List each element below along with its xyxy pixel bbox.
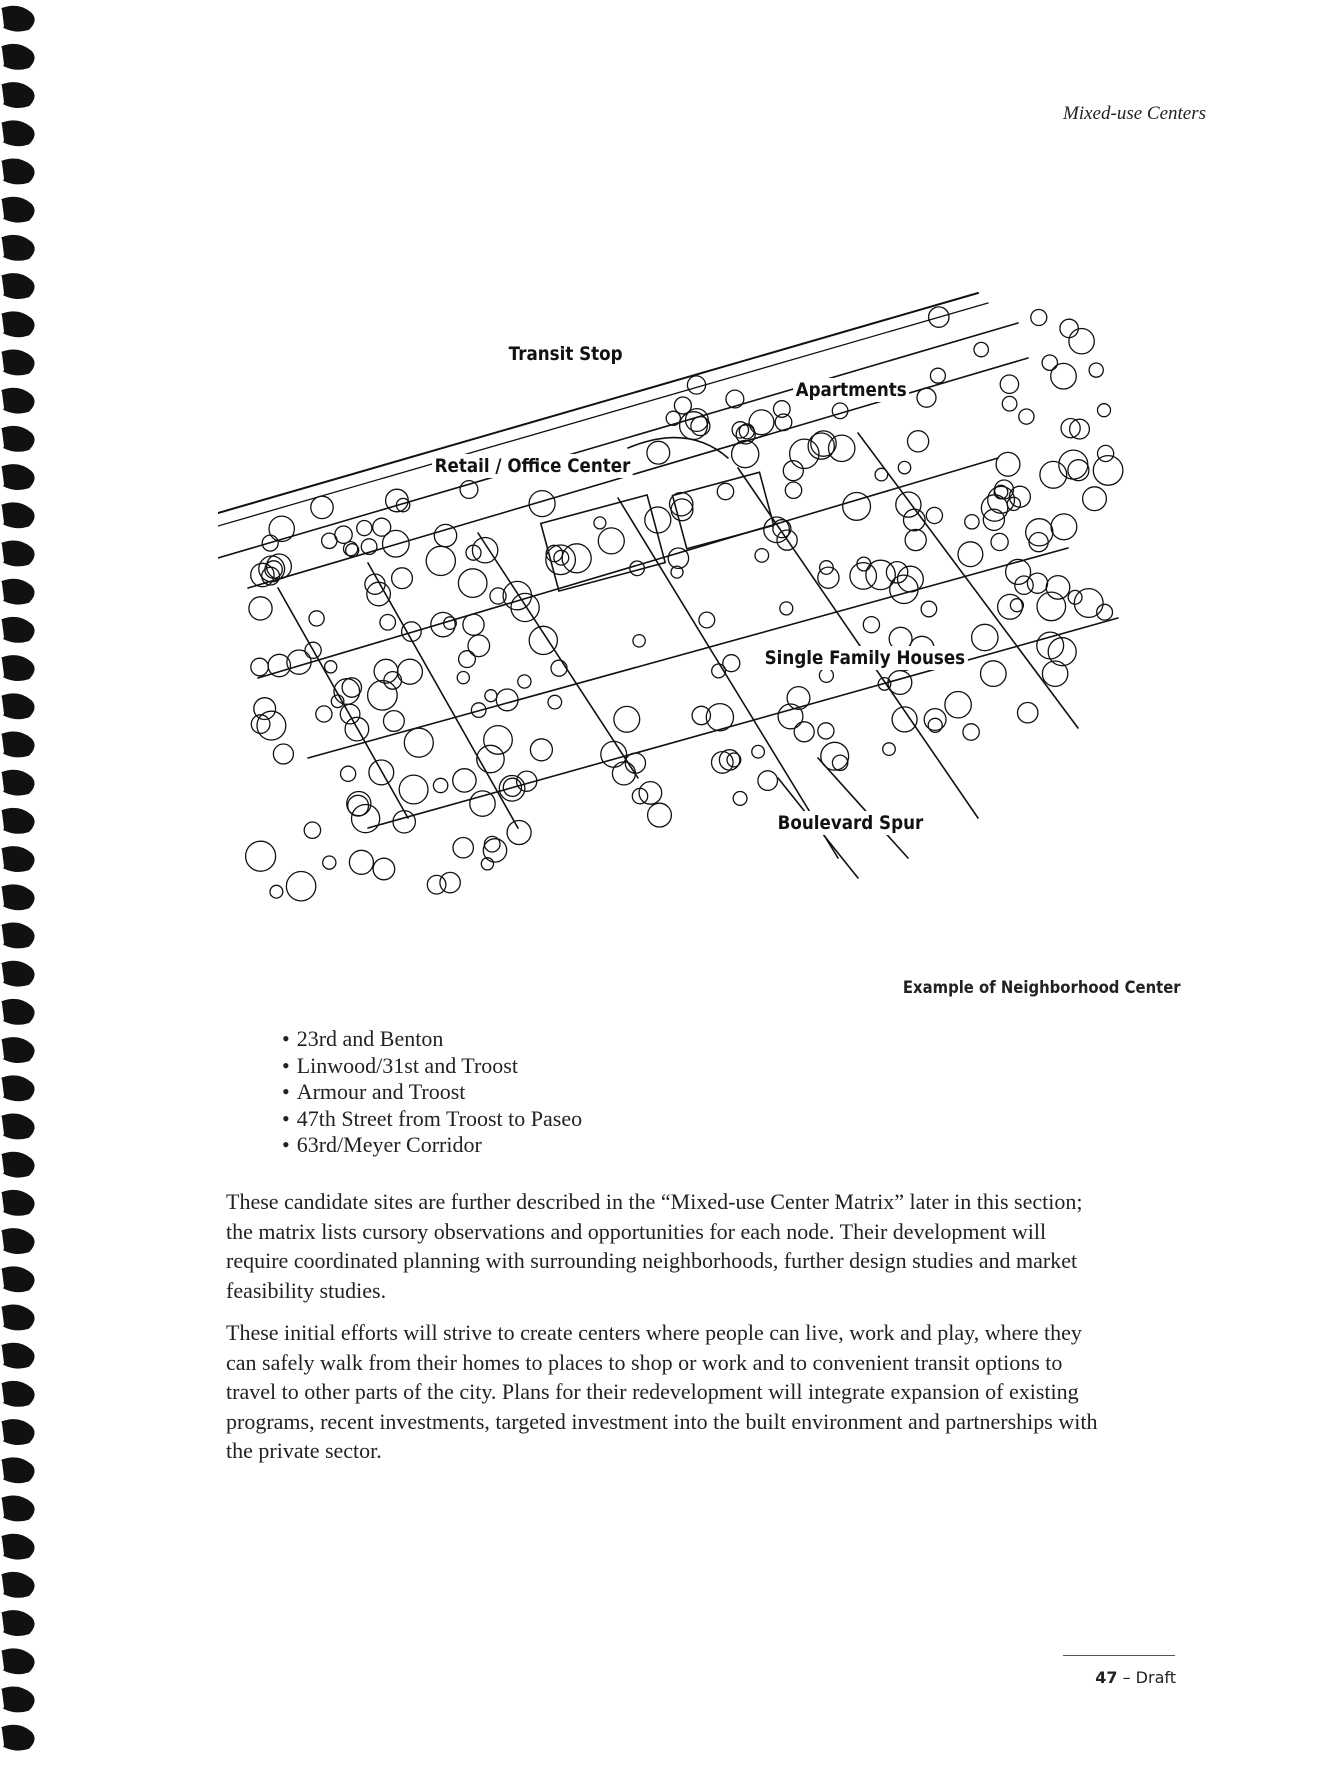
running-head: Mixed-use Centers — [1063, 103, 1206, 124]
page-number: 47 — [1095, 1668, 1118, 1687]
label-retail-office-center: Retail / Office Center — [432, 454, 633, 478]
neighborhood-center-sketch — [218, 258, 1164, 948]
sketch-illustration — [218, 258, 1164, 948]
list-item: • 23rd and Benton — [282, 1026, 582, 1053]
spiral-binding — [0, 0, 44, 1767]
label-single-family-houses: Single Family Houses — [762, 646, 968, 670]
folio-rule — [1063, 1655, 1175, 1656]
body-paragraph: These initial efforts will strive to create centers where people can live, work and play, where they can safely walk from their homes to places to shop or work and to convenient transit options to travel to other parts of the city. Plans for their redevelopment will integrate expansion of existing programs, recent investments, targeted investment into the built environment and partnerships with the private sector. — [226, 1320, 1098, 1463]
body-paragraph: These candidate sites are further described in the “Mixed-use Center Matrix” later in this section; the matrix lists cursory observations and opportunities for each node. Their development will require coordinated planning with surrounding neighborhoods, further design studies and market feasibility studies. — [226, 1189, 1083, 1303]
label-boulevard-spur: Boulevard Spur — [775, 811, 926, 835]
label-apartments: Apartments — [793, 378, 909, 402]
figure-caption: Example of Neighborhood Center — [903, 978, 1181, 997]
list-item: • 63rd/Meyer Corridor — [282, 1132, 582, 1159]
page-folio — [1095, 1668, 1176, 1687]
list-item: • Linwood/31st and Troost — [282, 1053, 582, 1080]
draft-status: – Draft — [1122, 1668, 1176, 1687]
list-item: • Armour and Troost — [282, 1079, 582, 1106]
list-item: • 47th Street from Troost to Paseo — [282, 1106, 582, 1133]
candidate-sites-list — [282, 1026, 582, 1159]
label-transit-stop: Transit Stop — [506, 342, 625, 366]
